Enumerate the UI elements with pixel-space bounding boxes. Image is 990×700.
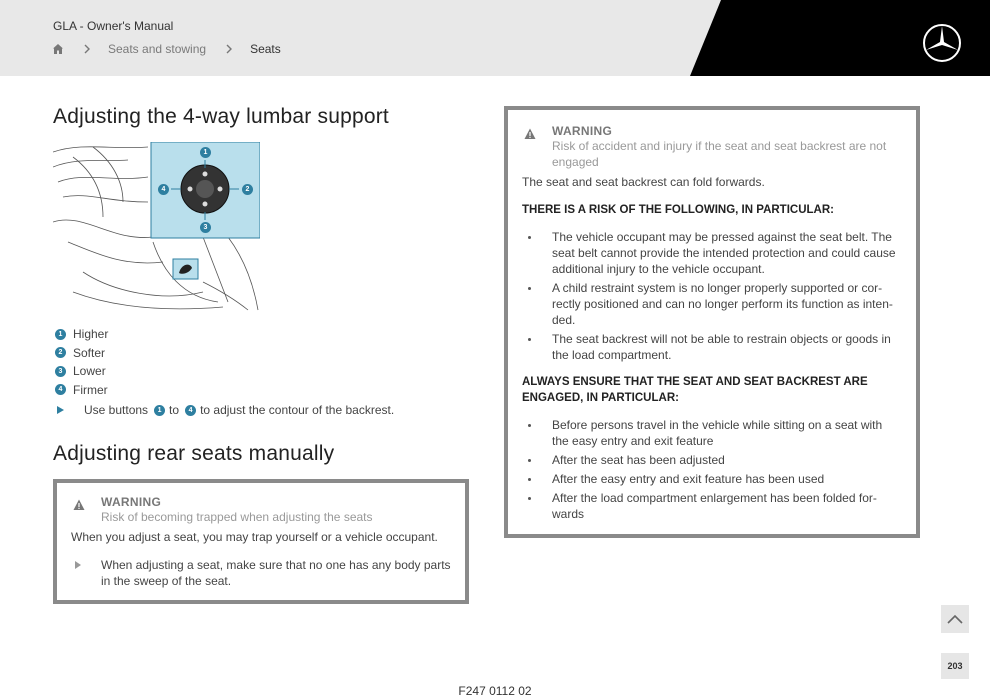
instruction-middle: to — [169, 403, 180, 417]
warning-text: The seat and seat backrest can fold forwards. — [522, 175, 765, 189]
callout-2: 2 — [242, 184, 253, 195]
lumbar-instruction — [57, 403, 394, 417]
legend-label: Higher — [73, 327, 109, 342]
legend-label: Firmer — [73, 382, 108, 397]
instruction-prefix: Use buttons — [84, 403, 149, 417]
mercedes-star-logo[interactable] — [922, 23, 962, 63]
list-item: A child restraint system is no longer properly supported or cor-rectly positioned and can no longer perform its function as inten-ded. — [522, 280, 902, 328]
bullet-arrow-icon — [57, 406, 64, 414]
legend-item — [55, 362, 108, 381]
chevron-up-icon — [947, 614, 963, 624]
breadcrumb — [52, 41, 281, 57]
warning-bullet-text: When adjusting a seat, make sure that no one has any body parts in the sweep of the seat. — [101, 558, 451, 588]
risk-heading: THERE IS A RISK OF THE FOLLOWING, IN PARTICULAR: — [522, 204, 834, 216]
warning-triangle-icon — [73, 499, 85, 511]
legend-label: Lower — [73, 364, 106, 379]
warning-header — [522, 124, 902, 170]
ensure-list — [522, 417, 902, 522]
legend-item — [55, 344, 108, 363]
callout-4: 4 — [158, 184, 169, 195]
page-number-badge: 203 — [941, 653, 969, 679]
list-item: The seat backrest will not be able to restrain objects or goods in the load compartment. — [522, 331, 902, 363]
warning-subtitle: Risk of accident and injury if the seat and seat backrest are not engaged — [552, 139, 887, 169]
warning-subtitle: Risk of becoming trapped when adjusting the seats — [101, 510, 373, 524]
callout-1: 1 — [200, 147, 211, 158]
list-item: After the seat has been adjusted — [522, 452, 902, 468]
list-item: After the easy entry and exit feature has been used — [522, 471, 902, 487]
warning-bullet — [71, 557, 451, 589]
breadcrumb-seats-and-stowing[interactable]: Seats and stowing — [108, 42, 207, 56]
figure-code: F247 0112 02 — [458, 684, 532, 698]
legend-number: 1 — [55, 329, 66, 340]
warning-box-trapped — [53, 479, 469, 604]
legend-item — [55, 325, 108, 344]
list-item: The vehicle occupant may be pressed against the seat belt. The seat belt cannot provide the intended protection and could cause additional injury to the vehicle occupant. — [522, 229, 902, 277]
lumbar-support-illustration — [53, 142, 260, 312]
list-item: After the load compartment enlargement has been folded for-wards — [522, 490, 902, 522]
warning-box-not-engaged — [504, 106, 920, 538]
instruction-number-to: 4 — [185, 405, 196, 416]
chevron-right-icon — [82, 44, 92, 54]
manual-title: GLA - Owner's Manual — [53, 19, 174, 33]
warning-text: When you adjust a seat, you may trap yourself or a vehicle occupant. — [71, 530, 438, 544]
instruction-suffix: to adjust the contour of the backrest. — [200, 403, 395, 417]
ensure-heading: ALWAYS ENSURE THAT THE SEAT AND SEAT BACKREST ARE ENGAGED, IN PARTICULAR: — [522, 376, 868, 404]
chevron-right-icon — [224, 44, 234, 54]
warning-title: WARNING — [552, 124, 613, 138]
legend-item — [55, 381, 108, 400]
warning-triangle-icon — [524, 128, 536, 140]
list-item: Before persons travel in the vehicle while sitting on a seat with the easy entry and exit feature — [522, 417, 902, 449]
legend-number: 2 — [55, 347, 66, 358]
home-icon[interactable] — [52, 43, 64, 55]
risk-list — [522, 229, 902, 363]
instruction-number-from: 1 — [154, 405, 165, 416]
legend-label: Softer — [73, 345, 106, 360]
warning-header — [71, 495, 451, 525]
scroll-to-top-button[interactable] — [941, 605, 969, 633]
heading-rear-seats: Adjusting rear seats manually — [53, 442, 335, 465]
breadcrumb-seats: Seats — [250, 42, 281, 56]
header-bar — [0, 0, 990, 76]
lumbar-legend — [55, 325, 108, 399]
legend-number: 4 — [55, 384, 66, 395]
warning-title: WARNING — [101, 495, 162, 509]
callout-3: 3 — [200, 222, 211, 233]
heading-lumbar-support: Adjusting the 4-way lumbar support — [53, 105, 389, 128]
legend-number: 3 — [55, 366, 66, 377]
bullet-arrow-icon — [75, 561, 81, 569]
seat-line-drawing — [53, 142, 260, 312]
